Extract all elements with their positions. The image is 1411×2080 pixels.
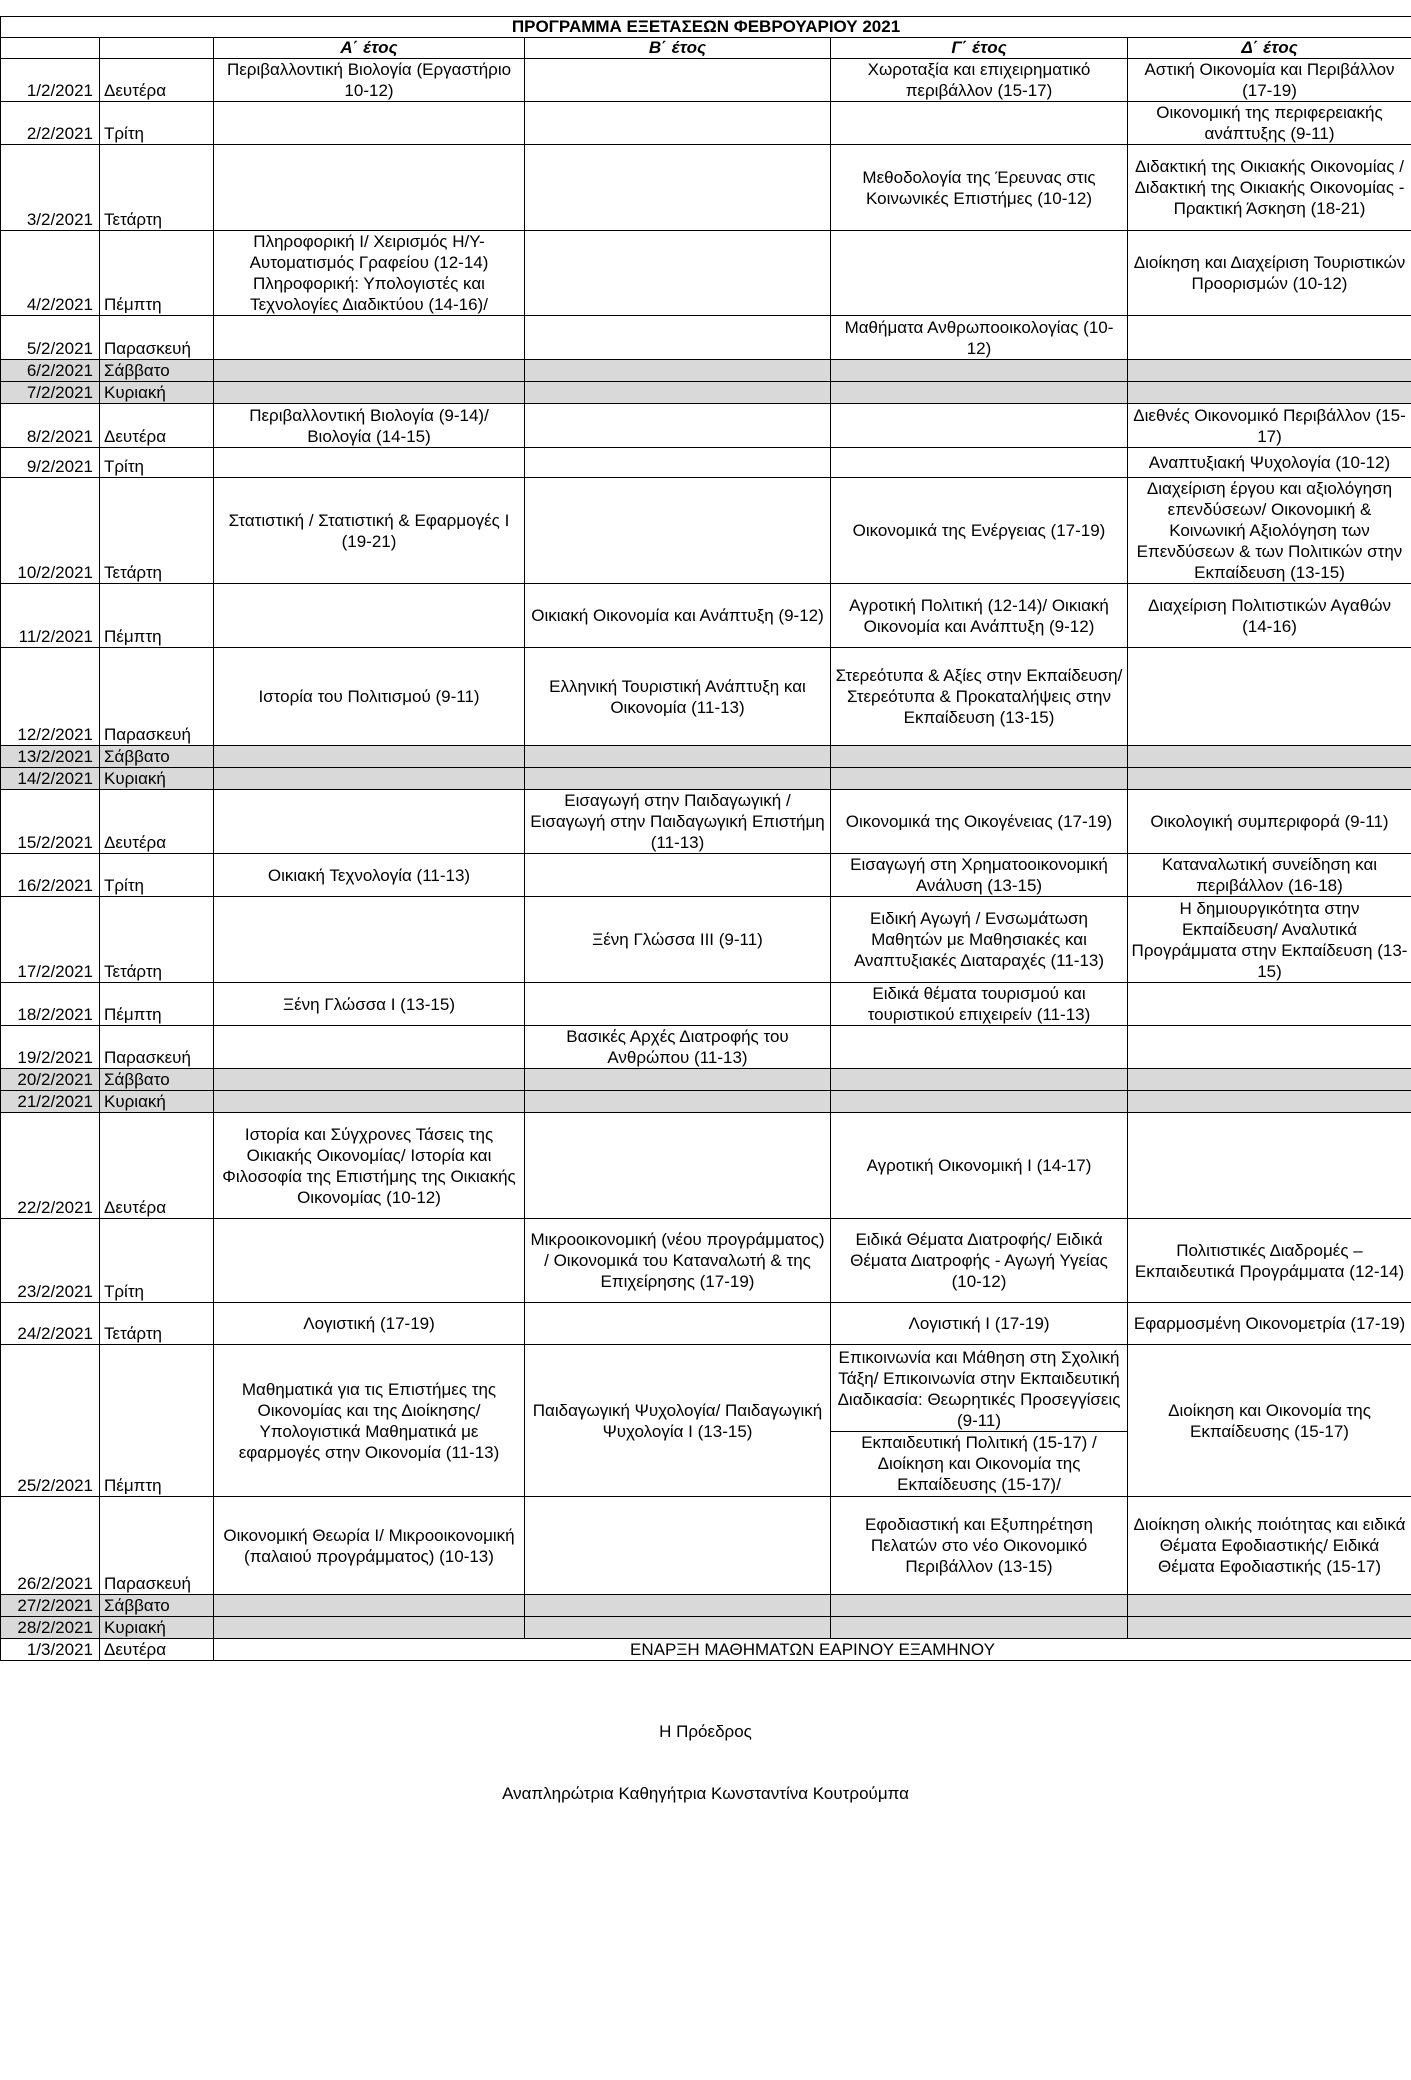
exam-day-row — [1, 102, 1411, 145]
year-2-exam-cell — [525, 448, 831, 478]
year-2-exam-cell: Οικιακή Οικονομία και Ανάπτυξη (9-12) — [525, 584, 831, 648]
exam-day-row — [1, 316, 1411, 360]
weekday-cell: Σάββατο — [100, 1595, 214, 1617]
weekend-row — [1, 1617, 1411, 1639]
year-2-exam-cell — [525, 360, 831, 382]
year-3-exam-cell — [831, 102, 1128, 145]
date-cell: 10/2/2021 — [1, 478, 100, 584]
year-1-exam-cell: Λογιστική (17-19) — [214, 1303, 525, 1345]
date-cell: 9/2/2021 — [1, 448, 100, 478]
weekend-row — [1, 1069, 1411, 1091]
weekday-cell: Τετάρτη — [100, 1303, 214, 1345]
year-1-exam-cell: Ιστορία του Πολιτισμού (9-11) — [214, 648, 525, 746]
date-cell: 5/2/2021 — [1, 316, 100, 360]
date-cell: 17/2/2021 — [1, 897, 100, 983]
date-cell: 28/2/2021 — [1, 1617, 100, 1639]
header-row — [1, 38, 1411, 59]
weekday-cell: Τρίτη — [100, 854, 214, 897]
year-1-exam-cell — [214, 448, 525, 478]
year-3-exam-cell — [831, 768, 1128, 790]
weekday-cell: Πέμπτη — [100, 231, 214, 316]
year-1-exam-cell — [214, 1069, 525, 1091]
schedule-title: ΠΡΟΓΡΑΜΜΑ ΕΞΕΤΑΣΕΩΝ ΦΕΒΡΟΥΑΡΙΟΥ 2021 — [1, 17, 1411, 38]
year-4-exam-cell — [1128, 1617, 1411, 1639]
year-4-exam-cell — [1128, 1026, 1411, 1069]
year-4-exam-cell — [1128, 1595, 1411, 1617]
year-4-exam-cell: Διδακτική της Οικιακής Οικονομίας / Διδακτική της Οικιακής Οικονομίας - Πρακτική Άσκηση (18-21) — [1128, 145, 1411, 231]
header-day-cell — [100, 38, 214, 59]
footer-signatory: Αναπληρώτρια Καθηγήτρια Κωνσταντίνα Κουτρούμπα — [502, 1784, 909, 1803]
year-3-exam-cell: Ειδική Αγωγή / Ενσωμάτωση Μαθητών με Μαθησιακές και Αναπτυξιακές Διαταραχές (11-13) — [831, 897, 1128, 983]
weekend-row — [1, 1091, 1411, 1113]
year-1-exam-cell — [214, 145, 525, 231]
year-2-exam-cell: Βασικές Αρχές Διατροφής του Ανθρώπου (11-13) — [525, 1026, 831, 1069]
weekday-cell: Δευτέρα — [100, 59, 214, 102]
year-3-exam-cell: Ειδικά θέματα τουρισμού και τουριστικού επιχειρείν (11-13) — [831, 983, 1128, 1026]
exam-day-row — [1, 983, 1411, 1026]
exam-day-row — [1, 790, 1411, 854]
year-4-exam-cell — [1128, 360, 1411, 382]
year-4-exam-cell: Αστική Οικονομία και Περιβάλλον (17-19) — [1128, 59, 1411, 102]
year-1-exam-cell — [214, 1026, 525, 1069]
year-3-exam-cell — [831, 382, 1128, 404]
year-3-exam-cell: Μεθοδολογία της Έρευνας στις Κοινωνικές Επιστήμες (10-12) — [831, 145, 1128, 231]
year-1-exam-cell — [214, 897, 525, 983]
weekend-row — [1, 746, 1411, 768]
year-3-exam-cell — [831, 746, 1128, 768]
date-cell: 6/2/2021 — [1, 360, 100, 382]
weekday-cell: Σάββατο — [100, 360, 214, 382]
year-3-exam-cell: Αγροτική Οικονομική Ι (14-17) — [831, 1113, 1128, 1219]
header-year-3: Γ΄ έτος — [831, 38, 1128, 59]
exam-day-row — [1, 1345, 1411, 1497]
year-1-exam-cell: Ιστορία και Σύγχρονες Τάσεις της Οικιακής Οικονομίας/ Ιστορία και Φιλοσοφία της Επιστήμης της Οικιακής Οικονομίας (10-12) — [214, 1113, 525, 1219]
year-3-exam-cell: Ειδικά Θέματα Διατροφής/ Ειδικά Θέματα Διατροφής - Αγωγή Υγείας (10-12) — [831, 1219, 1128, 1303]
year-3-exam-cell — [831, 1091, 1128, 1113]
date-cell: 19/2/2021 — [1, 1026, 100, 1069]
year-1-exam-cell — [214, 790, 525, 854]
year-4-exam-cell — [1128, 1091, 1411, 1113]
date-cell: 1/2/2021 — [1, 59, 100, 102]
weekday-cell: Δευτέρα — [100, 1113, 214, 1219]
year-1-exam-cell — [214, 768, 525, 790]
year-4-exam-cell — [1128, 382, 1411, 404]
year-2-exam-cell — [525, 983, 831, 1026]
date-cell: 14/2/2021 — [1, 768, 100, 790]
weekday-cell: Δευτέρα — [100, 790, 214, 854]
weekday-cell: Πέμπτη — [100, 1345, 214, 1497]
year-3-exam-cell — [831, 1069, 1128, 1091]
year-2-exam-cell — [525, 1617, 831, 1639]
year-2-exam-cell — [525, 478, 831, 584]
exam-day-row — [1, 145, 1411, 231]
year-3-exam-cell: Στερεότυπα & Αξίες στην Εκπαίδευση/ Στερεότυπα & Προκαταλήψεις στην Εκπαίδευση (13-15) — [831, 648, 1128, 746]
year-2-exam-cell: Ξένη Γλώσσα ΙΙΙ (9-11) — [525, 897, 831, 983]
weekday-cell: Παρασκευή — [100, 1497, 214, 1595]
weekday-cell: Πέμπτη — [100, 584, 214, 648]
exam-day-row — [1, 59, 1411, 102]
year-3-exam-cell: Οικονομικά της Ενέργειας (17-19) — [831, 478, 1128, 584]
date-cell: 4/2/2021 — [1, 231, 100, 316]
exam-day-row — [1, 1026, 1411, 1069]
date-cell: 25/2/2021 — [1, 1345, 100, 1497]
year-2-exam-cell — [525, 231, 831, 316]
weekday-cell: Τρίτη — [100, 448, 214, 478]
year-2-exam-cell — [525, 1595, 831, 1617]
header-date-cell — [1, 38, 100, 59]
year-3-exam-cell — [831, 360, 1128, 382]
weekday-cell: Τρίτη — [100, 102, 214, 145]
year-3-exam-cell: Εφοδιαστική και Εξυπηρέτηση Πελατών στο νέο Οικονομικό Περιβάλλον (13-15) — [831, 1497, 1128, 1595]
weekend-row — [1, 360, 1411, 382]
year-4-exam-cell — [1128, 1069, 1411, 1091]
weekday-cell: Κυριακή — [100, 1617, 214, 1639]
exam-day-row — [1, 584, 1411, 648]
weekday-cell: Κυριακή — [100, 382, 214, 404]
year-2-exam-cell: Ελληνική Τουριστική Ανάπτυξη και Οικονομία (11-13) — [525, 648, 831, 746]
year-1-exam-cell — [214, 102, 525, 145]
year-3-exam-cell — [831, 231, 1128, 316]
weekday-cell: Σάββατο — [100, 1069, 214, 1091]
year-1-exam-cell — [214, 1091, 525, 1113]
year-2-exam-cell — [525, 746, 831, 768]
year-4-exam-cell: Διοίκηση ολικής ποιότητας και ειδικά Θέματα Εφοδιαστικής/ Ειδικά Θέματα Εφοδιαστικής (15-17) — [1128, 1497, 1411, 1595]
year-2-exam-cell — [525, 145, 831, 231]
year-3-exam-cell — [831, 1345, 1128, 1497]
year-1-exam-cell: Στατιστική / Στατιστική & Εφαρμογές Ι (19-21) — [214, 478, 525, 584]
year-4-exam-cell: Η δημιουργικότητα στην Εκπαίδευση/ Αναλυτικά Προγράμματα στην Εκπαίδευση (13-15) — [1128, 897, 1411, 983]
weekday-cell: Τετάρτη — [100, 897, 214, 983]
date-cell: 1/3/2021 — [1, 1639, 100, 1661]
year-3-exam-cell — [831, 404, 1128, 448]
date-cell: 18/2/2021 — [1, 983, 100, 1026]
year-4-exam-cell: Οικολογική συμπεριφορά (9-11) — [1128, 790, 1411, 854]
date-cell: 16/2/2021 — [1, 854, 100, 897]
year-2-exam-cell — [525, 768, 831, 790]
year-2-exam-cell — [525, 382, 831, 404]
year-2-exam-cell: Παιδαγωγική Ψυχολογία/ Παιδαγωγική Ψυχολογία Ι (13-15) — [525, 1345, 831, 1497]
date-cell: 24/2/2021 — [1, 1303, 100, 1345]
date-cell: 27/2/2021 — [1, 1595, 100, 1617]
year-1-exam-cell — [214, 1219, 525, 1303]
weekday-cell: Πέμπτη — [100, 983, 214, 1026]
exam-day-row — [1, 1303, 1411, 1345]
year-3-exam-cell — [831, 1595, 1128, 1617]
year-1-exam-cell: Περιβαλλοντική Βιολογία (Εργαστήριο 10-12) — [214, 59, 525, 102]
year-1-exam-cell — [214, 382, 525, 404]
weekday-cell: Παρασκευή — [100, 316, 214, 360]
year-4-exam-cell: Διαχείριση Πολιτιστικών Αγαθών (14-16) — [1128, 584, 1411, 648]
year-2-exam-cell — [525, 59, 831, 102]
header-year-1: Α΄ έτος — [214, 38, 525, 59]
weekday-cell: Τρίτη — [100, 1219, 214, 1303]
year-4-exam-cell — [1128, 746, 1411, 768]
weekday-cell: Σάββατο — [100, 746, 214, 768]
date-cell: 22/2/2021 — [1, 1113, 100, 1219]
exam-day-row — [1, 478, 1411, 584]
year-4-exam-cell: Διαχείριση έργου και αξιολόγηση επενδύσεων/ Οικονομική & Κοινωνική Αξιολόγηση των Επενδύσεων & των Πολιτικών στην Εκπαίδευση (13-15) — [1128, 478, 1411, 584]
exam-day-row — [1, 231, 1411, 316]
date-cell: 26/2/2021 — [1, 1497, 100, 1595]
year-1-exam-cell — [214, 1595, 525, 1617]
year-2-exam-cell — [525, 102, 831, 145]
date-cell: 20/2/2021 — [1, 1069, 100, 1091]
exam-day-row — [1, 1219, 1411, 1303]
year-2-exam-cell: Μικροοικονομική (νέου προγράμματος) / Οικονομικά του Καταναλωτή & της Επιχείρησης (17-19) — [525, 1219, 831, 1303]
exam-day-row — [1, 1113, 1411, 1219]
year-4-exam-cell — [1128, 768, 1411, 790]
exam-schedule-sheet — [0, 16, 1411, 1661]
date-cell: 7/2/2021 — [1, 382, 100, 404]
year-2-exam-cell — [525, 404, 831, 448]
year-3-exam-cell: Εισαγωγή στη Χρηματοοικονομική Ανάλυση (13-15) — [831, 854, 1128, 897]
year-4-exam-cell: Διοίκηση και Οικονομία της Εκπαίδευσης (15-17) — [1128, 1345, 1411, 1497]
weekday-cell: Κυριακή — [100, 768, 214, 790]
year-4-exam-cell — [1128, 1113, 1411, 1219]
date-cell: 3/2/2021 — [1, 145, 100, 231]
year-3-exam-cell: Χωροταξία και επιχειρηματικό περιβάλλον (15-17) — [831, 59, 1128, 102]
year-4-exam-cell: Διοίκηση και Διαχείριση Τουριστικών Προορισμών (10-12) — [1128, 231, 1411, 316]
year-2-exam-cell — [525, 1069, 831, 1091]
date-cell: 13/2/2021 — [1, 746, 100, 768]
year-2-exam-cell — [525, 316, 831, 360]
weekday-cell: Κυριακή — [100, 1091, 214, 1113]
exam-day-row — [1, 404, 1411, 448]
year-3-exam-entry-second: Εκπαιδευτική Πολιτική (15-17) / Διοίκηση και Οικονομία της Εκπαίδευσης (15-17)/ — [831, 1431, 1127, 1495]
year-1-exam-cell: Μαθηματικά για τις Επιστήμες της Οικονομίας και της Διοίκησης/ Υπολογιστικά Μαθηματικά με εφαρμογές στην Οικονομία (11-13) — [214, 1345, 525, 1497]
year-2-exam-cell — [525, 854, 831, 897]
year-1-exam-cell — [214, 360, 525, 382]
header-year-4: Δ΄ έτος — [1128, 38, 1411, 59]
weekday-cell: Δευτέρα — [100, 404, 214, 448]
weekday-cell: Δευτέρα — [100, 1639, 214, 1661]
year-1-exam-cell: Οικιακή Τεχνολογία (11-13) — [214, 854, 525, 897]
year-3-exam-cell: Οικονομικά της Οικογένειας (17-19) — [831, 790, 1128, 854]
year-2-exam-cell: Εισαγωγή στην Παιδαγωγική / Εισαγωγή στην Παιδαγωγική Επιστήμη (11-13) — [525, 790, 831, 854]
date-cell: 21/2/2021 — [1, 1091, 100, 1113]
year-1-exam-cell: Ξένη Γλώσσα Ι (13-15) — [214, 983, 525, 1026]
year-3-exam-cell: Λογιστική Ι (17-19) — [831, 1303, 1128, 1345]
year-3-exam-cell — [831, 1617, 1128, 1639]
year-1-exam-cell — [214, 1617, 525, 1639]
footer-role: Η Πρόεδρος — [659, 1722, 752, 1741]
weekend-row — [1, 1595, 1411, 1617]
year-4-exam-cell: Πολιτιστικές Διαδρομές – Εκπαιδευτικά Προγράμματα (12-14) — [1128, 1219, 1411, 1303]
date-cell: 23/2/2021 — [1, 1219, 100, 1303]
date-cell: 11/2/2021 — [1, 584, 100, 648]
weekday-cell: Τετάρτη — [100, 478, 214, 584]
date-cell: 15/2/2021 — [1, 790, 100, 854]
year-4-exam-cell — [1128, 648, 1411, 746]
weekday-cell: Παρασκευή — [100, 648, 214, 746]
exam-day-row — [1, 854, 1411, 897]
date-cell: 2/2/2021 — [1, 102, 100, 145]
year-4-exam-cell: Εφαρμοσμένη Οικονομετρία (17-19) — [1128, 1303, 1411, 1345]
year-3-exam-entry: Επικοινωνία και Μάθηση στη Σχολική Τάξη/ Επικοινωνία στην Εκπαιδευτική Διαδικασία: Θεωρητικές Προσεγγίσεις (9-11) — [837, 1347, 1121, 1430]
year-4-exam-cell — [1128, 316, 1411, 360]
year-2-exam-cell — [525, 1091, 831, 1113]
header-year-2: Β΄ έτος — [525, 38, 831, 59]
year-2-exam-cell — [525, 1113, 831, 1219]
year-3-exam-cell: Μαθήματα Ανθρωποοικολογίας (10-12) — [831, 316, 1128, 360]
year-2-exam-cell — [525, 1303, 831, 1345]
year-3-exam-cell: Αγροτική Πολιτική (12-14)/ Οικιακή Οικονομία και Ανάπτυξη (9-12) — [831, 584, 1128, 648]
year-1-exam-cell: Οικονομική Θεωρία Ι/ Μικροοικονομική (παλαιού προγράμματος) (10-13) — [214, 1497, 525, 1595]
year-1-exam-cell: Πληροφορική Ι/ Χειρισμός Η/Υ-Αυτοματισμός Γραφείου (12-14) Πληροφορική: Υπολογιστές και Τεχνολογίες Διαδικτύου (14-16)/ — [214, 231, 525, 316]
weekend-row — [1, 768, 1411, 790]
title-row — [1, 17, 1411, 38]
year-4-exam-cell: Καταναλωτική συνείδηση και περιβάλλον (16-18) — [1128, 854, 1411, 897]
semester-start-row — [1, 1639, 1411, 1661]
year-1-exam-cell: Περιβαλλοντική Βιολογία (9-14)/ Βιολογία (14-15) — [214, 404, 525, 448]
weekday-cell: Τετάρτη — [100, 145, 214, 231]
year-1-exam-cell — [214, 316, 525, 360]
weekend-row — [1, 382, 1411, 404]
year-4-exam-cell — [1128, 983, 1411, 1026]
year-4-exam-cell: Αναπτυξιακή Ψυχολογία (10-12) — [1128, 448, 1411, 478]
year-4-exam-cell: Διεθνές Οικονομικό Περιβάλλον (15-17) — [1128, 404, 1411, 448]
year-3-exam-cell — [831, 448, 1128, 478]
exam-day-row — [1, 897, 1411, 983]
exam-day-row — [1, 648, 1411, 746]
year-4-exam-cell: Οικονομική της περιφερειακής ανάπτυξης (9-11) — [1128, 102, 1411, 145]
date-cell: 8/2/2021 — [1, 404, 100, 448]
year-3-exam-cell — [831, 1026, 1128, 1069]
year-2-exam-cell — [525, 1497, 831, 1595]
weekday-cell: Παρασκευή — [100, 1026, 214, 1069]
semester-start-notice: ΕΝΑΡΞΗ ΜΑΘΗΜΑΤΩΝ ΕΑΡΙΝΟΥ ΕΞΑΜΗΝΟΥ — [214, 1639, 1411, 1661]
year-1-exam-cell — [214, 584, 525, 648]
year-1-exam-cell — [214, 746, 525, 768]
exam-day-row — [1, 448, 1411, 478]
date-cell: 12/2/2021 — [1, 648, 100, 746]
exam-day-row — [1, 1497, 1411, 1595]
exam-schedule-table — [0, 16, 1411, 1661]
